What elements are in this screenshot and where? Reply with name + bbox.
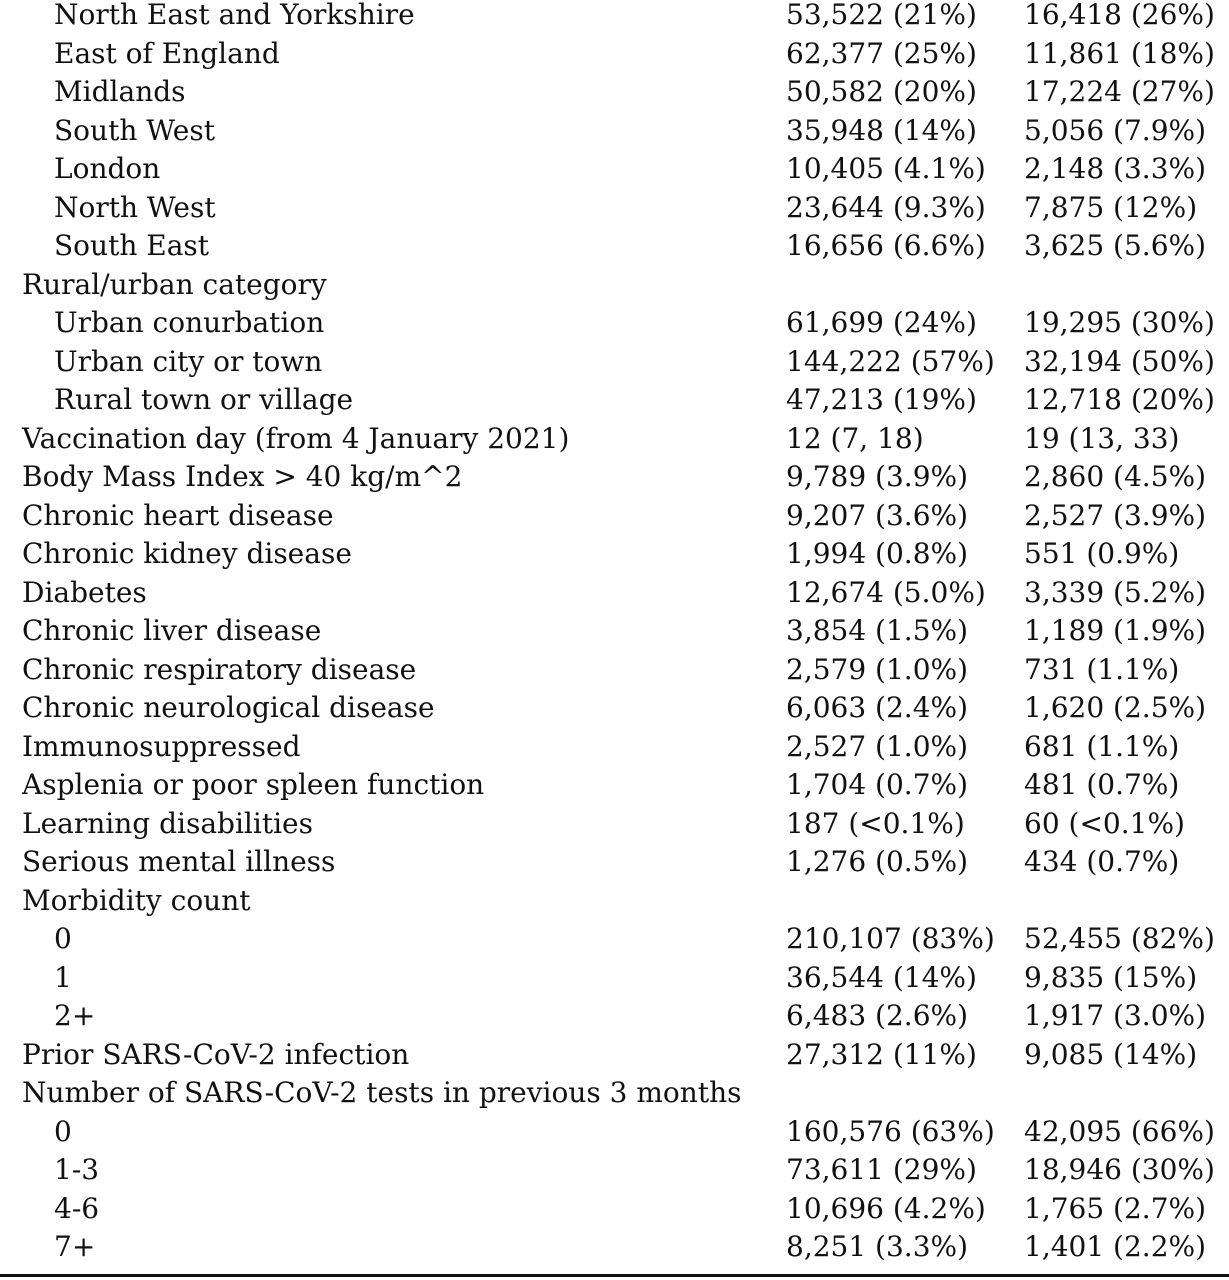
row-value-col2: 42,095 (66%) [1024, 1114, 1215, 1148]
row-label: 0 [54, 1114, 72, 1148]
row-value-col2: 7,875 (12%) [1024, 190, 1198, 224]
row-value-col1: 2,579 (1.0%) [786, 652, 969, 686]
row-label: Number of SARS-CoV-2 tests in previous 3 months [22, 1076, 742, 1109]
row-value-col1: 6,483 (2.6%) [786, 999, 969, 1032]
table-row [0, 1078, 1229, 1117]
row-label: Chronic liver disease [22, 614, 322, 647]
row-value-col2: 1,620 (2.5%) [1024, 691, 1207, 724]
row-label: Learning disabilities [22, 806, 313, 840]
row-value-col1: 160,576 (63%) [786, 1114, 995, 1148]
table-row-subitem [0, 0, 1229, 39]
row-value-col2: 434 (0.7%) [1024, 845, 1180, 878]
table-row-subitem [0, 36, 1229, 78]
row-label: Asplenia or poor spleen function [22, 768, 485, 801]
table-row-subitem [0, 960, 1229, 1002]
table-row [0, 729, 1229, 771]
row-label: 2+ [54, 999, 96, 1032]
table-row [0, 652, 1229, 694]
table-row [0, 267, 1229, 309]
row-label: North West [54, 190, 216, 224]
table-row-subitem [0, 1001, 1229, 1040]
row-label: Body Mass Index > 40 kg/m^2 [22, 460, 463, 493]
row-label: Vaccination day (from 4 January 2021) [22, 421, 570, 455]
row-label: North East and Yorkshire [54, 0, 415, 31]
table-row-subitem [0, 1232, 1229, 1271]
row-value-col1: 1,276 (0.5%) [786, 845, 969, 878]
row-value-col2: 1,401 (2.2%) [1024, 1230, 1207, 1263]
table-row [0, 616, 1229, 655]
row-value-col1: 12 (7, 18) [786, 421, 924, 455]
row-label: 1 [54, 960, 72, 994]
table-row-subitem [0, 344, 1229, 386]
row-label: 1-3 [54, 1153, 100, 1186]
table-row-subitem [0, 924, 1229, 963]
row-value-col1: 10,696 (4.2%) [786, 1191, 986, 1225]
table-row-subitem [0, 385, 1229, 424]
row-value-col1: 9,789 (3.9%) [786, 460, 969, 493]
table-row [0, 498, 1229, 540]
row-value-col2: 1,917 (3.0%) [1024, 999, 1207, 1032]
row-label: 7+ [54, 1230, 96, 1263]
row-value-col2: 9,835 (15%) [1024, 960, 1198, 994]
row-value-col1: 2,527 (1.0%) [786, 729, 969, 763]
row-value-col2: 731 (1.1%) [1024, 652, 1180, 686]
row-value-col1: 6,063 (2.4%) [786, 691, 969, 724]
row-value-col1: 36,544 (14%) [786, 960, 977, 994]
row-value-col1: 23,644 (9.3%) [786, 190, 986, 224]
row-value-col1: 27,312 (11%) [786, 1037, 977, 1071]
row-label: Prior SARS-CoV-2 infection [22, 1037, 410, 1071]
row-label: Chronic kidney disease [22, 537, 352, 570]
table-row-subitem [0, 1155, 1229, 1194]
row-value-col1: 9,207 (3.6%) [786, 498, 969, 532]
table-row-subitem [0, 1191, 1229, 1233]
table-row [0, 421, 1229, 463]
row-label: 0 [54, 922, 72, 955]
row-label: Immunosuppressed [22, 729, 301, 763]
row-value-col2: 18,946 (30%) [1024, 1153, 1215, 1186]
row-label: London [54, 152, 161, 185]
row-value-col1: 144,222 (57%) [786, 344, 995, 378]
row-value-col1: 35,948 (14%) [786, 113, 977, 147]
row-value-col2: 52,455 (82%) [1024, 922, 1215, 955]
row-label: Diabetes [22, 575, 147, 609]
row-value-col2: 19,295 (30%) [1024, 306, 1215, 339]
row-value-col2: 3,625 (5.6%) [1024, 229, 1207, 262]
row-value-col1: 73,611 (29%) [786, 1153, 977, 1186]
row-value-col1: 61,699 (24%) [786, 306, 977, 339]
table-bottom-rule [0, 1274, 1229, 1277]
table-row [0, 883, 1229, 925]
table-row [0, 693, 1229, 732]
row-value-col1: 62,377 (25%) [786, 36, 977, 70]
row-label: 4-6 [54, 1191, 100, 1225]
table-row-subitem [0, 231, 1229, 270]
row-value-col1: 1,704 (0.7%) [786, 768, 969, 801]
table-row [0, 1037, 1229, 1079]
table-row [0, 770, 1229, 809]
row-value-col2: 3,339 (5.2%) [1024, 575, 1207, 609]
row-value-col2: 2,860 (4.5%) [1024, 460, 1207, 493]
row-value-col2: 16,418 (26%) [1024, 0, 1215, 31]
row-value-col1: 210,107 (83%) [786, 922, 995, 955]
row-value-col2: 11,861 (18%) [1024, 36, 1215, 70]
row-value-col2: 2,527 (3.9%) [1024, 498, 1207, 532]
row-value-col2: 12,718 (20%) [1024, 383, 1215, 416]
row-value-col2: 681 (1.1%) [1024, 729, 1180, 763]
row-value-col1: 50,582 (20%) [786, 75, 977, 108]
row-label: Serious mental illness [22, 845, 336, 878]
table-row [0, 575, 1229, 617]
row-label: South West [54, 113, 215, 147]
row-value-col1: 3,854 (1.5%) [786, 614, 969, 647]
row-label: East of England [54, 36, 280, 70]
table-row [0, 847, 1229, 886]
row-value-col2: 481 (0.7%) [1024, 768, 1180, 801]
row-value-col1: 187 (<0.1%) [786, 806, 965, 840]
row-label: Rural/urban category [22, 267, 327, 301]
row-value-col2: 19 (13, 33) [1024, 421, 1180, 455]
row-value-col2: 2,148 (3.3%) [1024, 152, 1207, 185]
table-row [0, 462, 1229, 501]
row-value-col1: 1,994 (0.8%) [786, 537, 969, 570]
row-value-col2: 1,765 (2.7%) [1024, 1191, 1207, 1225]
table-row-subitem [0, 154, 1229, 193]
row-value-col1: 8,251 (3.3%) [786, 1230, 969, 1263]
row-value-col2: 9,085 (14%) [1024, 1037, 1198, 1071]
row-label: Urban conurbation [54, 306, 325, 339]
table-row [0, 539, 1229, 578]
row-label: Morbidity count [22, 883, 251, 917]
row-value-col1: 47,213 (19%) [786, 383, 977, 416]
row-value-col1: 12,674 (5.0%) [786, 575, 986, 609]
table-row-subitem [0, 1114, 1229, 1156]
row-label: Chronic neurological disease [22, 691, 435, 724]
table-row-subitem [0, 113, 1229, 155]
row-value-col1: 16,656 (6.6%) [786, 229, 986, 262]
row-label: Midlands [54, 75, 186, 108]
row-label: Chronic respiratory disease [22, 652, 417, 686]
table-row-subitem [0, 77, 1229, 116]
row-label: Chronic heart disease [22, 498, 334, 532]
row-label: Urban city or town [54, 344, 323, 378]
row-value-col1: 53,522 (21%) [786, 0, 977, 31]
table-row [0, 806, 1229, 848]
row-value-col2: 5,056 (7.9%) [1024, 113, 1207, 147]
row-label: Rural town or village [54, 383, 354, 416]
table-row-subitem [0, 190, 1229, 232]
row-label: South East [54, 229, 210, 262]
row-value-col2: 60 (<0.1%) [1024, 806, 1185, 840]
row-value-col2: 1,189 (1.9%) [1024, 614, 1207, 647]
table-row-subitem [0, 308, 1229, 347]
row-value-col2: 32,194 (50%) [1024, 344, 1215, 378]
row-value-col2: 551 (0.9%) [1024, 537, 1180, 570]
row-value-col1: 10,405 (4.1%) [786, 152, 986, 185]
row-value-col2: 17,224 (27%) [1024, 75, 1215, 108]
